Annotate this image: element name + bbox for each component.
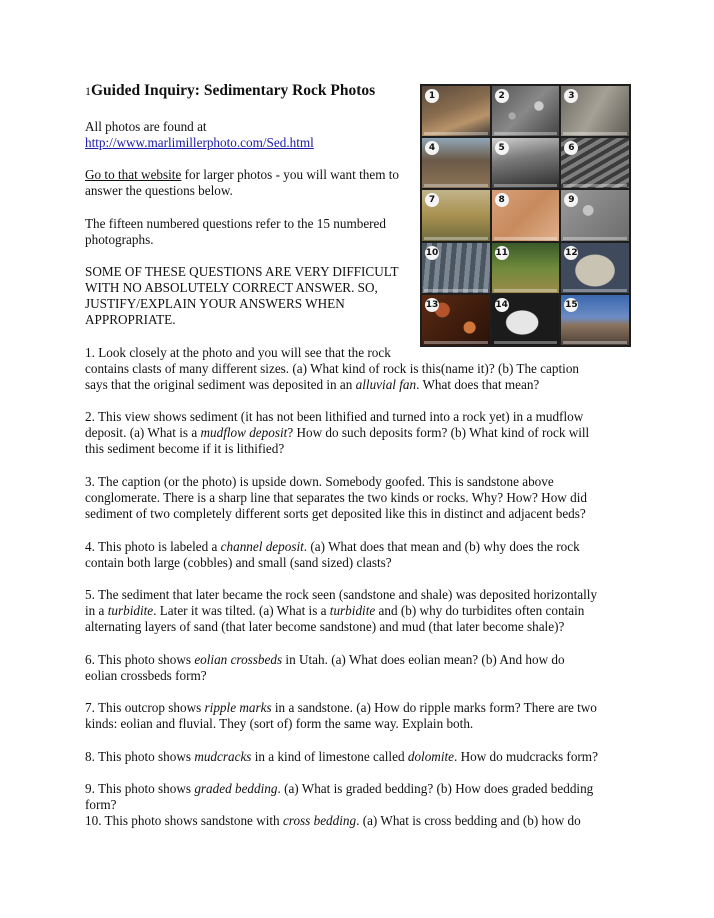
photo-6[interactable]	[561, 138, 629, 188]
q10-line1: 10. This photo shows sandstone with cross bedding. (a) What is cross bedding and (b) how do	[85, 813, 581, 828]
photo-10[interactable]	[422, 243, 490, 293]
photo-number: 9	[564, 193, 578, 207]
photo-number: 7	[425, 193, 439, 207]
warning-line4: APPROPRIATE.	[85, 312, 176, 327]
photo-1[interactable]	[422, 86, 490, 136]
warning-line3: JUSTIFY/EXPLAIN YOUR ANSWERS WHEN	[85, 296, 345, 311]
photo-number: 12	[565, 247, 578, 258]
q8-line1: 8. This photo shows mudcracks in a kind of limestone called dolomite. How do mudcracks form?	[85, 749, 598, 764]
warning-line1: SOME OF THESE QUESTIONS ARE VERY DIFFICULT	[85, 264, 399, 279]
photo-13[interactable]	[422, 295, 490, 345]
photo-number: 10	[425, 247, 439, 258]
q9-line1: 9. This photo shows graded bedding. (a) What is graded bedding? (b) How does graded bedding	[85, 781, 594, 796]
q5-line3: alternating layers of sand (that later become sandstone) and mud (that later become shale)?	[85, 619, 565, 634]
q2-line3: this sediment become if it is lithified?	[85, 441, 285, 456]
q6-line1: 6. This photo shows eolian crossbeds in Utah. (a) What does eolian mean? (b) And how do	[85, 652, 565, 667]
goto-text: for larger photos - you will want them to	[181, 167, 400, 182]
found-at-text: All photos are found at	[85, 119, 207, 134]
photo-9[interactable]	[561, 190, 629, 240]
photo-number: 14	[495, 299, 508, 310]
q9-line2: form?	[85, 797, 117, 812]
q4-line1: 4. This photo is labeled a channel deposit. (a) What does that mean and (b) why does the rock	[85, 539, 580, 554]
q5-line2: in a turbidite. Later it was tilted. (a) What is a turbidite and (b) why do turbidites often contain	[85, 603, 585, 618]
q2-line1: 2. This view shows sediment (it has not been lithified and turned into a rock yet) in a mudflow	[85, 409, 584, 424]
photo-number: 3	[564, 89, 578, 103]
q6-line2: eolian crossbeds form?	[85, 668, 207, 683]
photo-5[interactable]	[492, 138, 560, 188]
photo-2[interactable]	[492, 86, 560, 136]
page-title	[85, 82, 375, 100]
goto-text-line2: answer the questions below.	[85, 183, 233, 198]
photo-number: 1	[425, 89, 439, 103]
q3-line1: 3. The caption (or the photo) is upside down. Somebody goofed. This is sandstone above	[85, 474, 554, 489]
photo-4[interactable]	[422, 138, 490, 188]
q3-line3: sediment of two completely different sorts get deposited like this in distinct and adjacent beds?	[85, 506, 586, 521]
photo-grid	[420, 84, 631, 347]
photo-7[interactable]	[422, 190, 490, 240]
photo-number: 2	[495, 89, 509, 103]
q1-line3: says that the original sediment was deposited in an alluvial fan. What does that mean?	[85, 377, 540, 392]
fifteen-text-line2: photographs.	[85, 232, 154, 247]
q2-line2: deposit. (a) What is a mudflow deposit? How do such deposits form? (b) What kind of rock will	[85, 425, 590, 440]
photo-number: 6	[564, 141, 578, 155]
photo-number: 8	[495, 193, 509, 207]
q4-line2: contain both large (cobbles) and small (sand sized) clasts?	[85, 555, 392, 570]
photo-8[interactable]	[492, 190, 560, 240]
photo-number: 15	[565, 299, 578, 310]
q3-line2: conglomerate. There is a sharp line that separates the two kinds or rocks. Why? How? How did	[85, 490, 587, 505]
photo-number: 13	[425, 299, 439, 310]
q1-line2: contains clasts of many different sizes. (a) What kind of rock is this(name it)? (b) The caption	[85, 361, 580, 376]
q7-line1: 7. This outcrop shows ripple marks in a sandstone. (a) How do ripple marks form? There are two	[85, 700, 597, 715]
photo-14[interactable]	[492, 295, 560, 345]
goto-website-link[interactable]: Go to that website	[85, 167, 182, 182]
q1-line1: 1. Look closely at the photo and you will see that the rock	[85, 345, 391, 360]
title-text: Guided Inquiry: Sedimentary Rock Photos	[91, 82, 376, 99]
photo-number: 11	[495, 247, 508, 258]
photo-12[interactable]	[561, 243, 629, 293]
photo-3[interactable]	[561, 86, 629, 136]
footnote-number: 1	[85, 84, 91, 98]
fifteen-text-line1: The fifteen numbered questions refer to the 15 numbered	[85, 216, 387, 231]
photo-11[interactable]	[492, 243, 560, 293]
q7-line2: kinds: eolian and fluvial. They (sort of) form the same way. Explain both.	[85, 716, 474, 731]
photo-15[interactable]	[561, 295, 629, 345]
photo-number: 5	[495, 141, 509, 155]
warning-line2: WITH NO ABSOLUTELY CORRECT ANSWER. SO,	[85, 280, 378, 295]
q5-line1: 5. The sediment that later became the rock seen (sandstone and shale) was deposited horizontally	[85, 587, 598, 602]
photo-site-link[interactable]: http://www.marlimillerphoto.com/Sed.html	[85, 135, 314, 150]
photo-number: 4	[425, 141, 439, 155]
